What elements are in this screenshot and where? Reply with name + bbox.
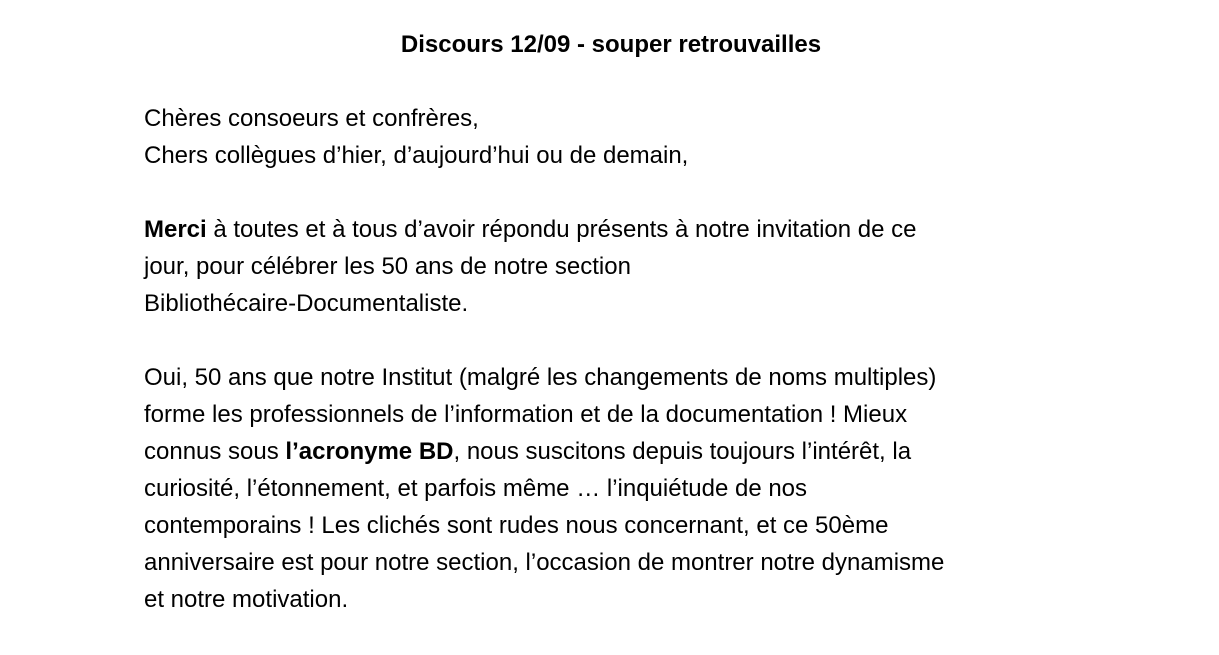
- anniversary-line-4: curiosité, l’étonnement, et parfois même … l’inquiétude de nos: [144, 475, 808, 502]
- greeting-paragraph: [144, 100, 1104, 174]
- thanks-line-2: jour, pour célébrer les 50 ans de notre section: [144, 253, 631, 280]
- anniversary-paragraph: [144, 359, 1104, 618]
- anniversary-line-3-post: , nous suscitons depuis toujours l’intérêt, la: [453, 438, 912, 465]
- anniversary-line-3-pre: connus sous: [144, 438, 286, 465]
- thanks-line-3: Bibliothécaire-Documentaliste.: [144, 290, 469, 317]
- document-title: Discours 12/09 - souper retrouvailles: [400, 31, 822, 58]
- thanks-line-1-rest: à toutes et à tous d’avoir répondu présents à notre invitation de ce: [206, 216, 917, 243]
- thanks-bold-word: Merci: [144, 216, 207, 243]
- greeting-line-2: Chers collègues d’hier, d’aujourd’hui ou de demain,: [144, 142, 689, 169]
- anniversary-line-3: [144, 433, 1104, 470]
- anniversary-line-7: et notre motivation.: [144, 586, 349, 613]
- anniversary-line-5: contemporains ! Les clichés sont rudes nous concernant, et ce 50ème: [144, 512, 889, 539]
- acronym-bold: l’acronyme BD: [285, 438, 454, 465]
- anniversary-line-1: Oui, 50 ans que notre Institut (malgré les changements de noms multiples): [144, 364, 937, 391]
- thanks-paragraph: [144, 211, 1104, 322]
- anniversary-line-6: anniversaire est pour notre section, l’occasion de montrer notre dynamisme: [144, 549, 945, 576]
- greeting-line-1: Chères consoeurs et confrères,: [144, 105, 479, 132]
- document-body: [144, 100, 1104, 655]
- anniversary-line-2: forme les professionnels de l’information et de la documentation ! Mieux: [144, 401, 908, 428]
- thanks-line-1: [144, 211, 1104, 248]
